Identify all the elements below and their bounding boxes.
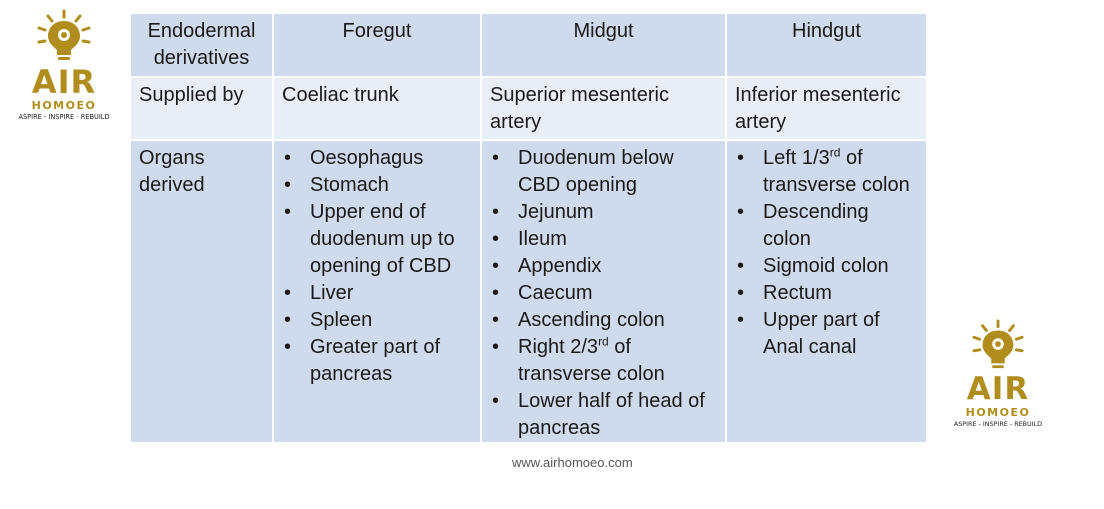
header-hindgut: Hindgut [726, 13, 927, 77]
logo-sub: HOMOEO [965, 406, 1031, 419]
logo-tagline: ASPIRE - INSPIRE - REBUILD [18, 113, 110, 121]
list-item: • Ileum [490, 226, 717, 253]
list-item: • Duodenum below CBD opening [490, 145, 717, 199]
logo-brand: AIR [966, 371, 1030, 407]
list-item: • Stomach [282, 172, 472, 199]
air-homoeo-logo [14, 8, 114, 121]
list-item: • Jejunum [490, 199, 717, 226]
header-foregut: Foregut [273, 13, 481, 77]
list-item: • Liver [282, 280, 472, 307]
midgut-organ-list [490, 145, 717, 442]
list-item: • Caecum [490, 280, 717, 307]
list-item: • Sigmoid colon [735, 253, 918, 280]
list-item [735, 145, 918, 199]
logo-brand: AIR [31, 63, 97, 101]
item-text: of transverse colon [763, 147, 910, 196]
lightbulb-icon [34, 8, 94, 64]
foregut-organ-list [282, 145, 472, 388]
superscript: rd [598, 334, 609, 349]
list-item: • Upper end of duodenum up to opening of CBD [282, 199, 472, 280]
list-item: • Ascending colon [490, 307, 717, 334]
foregut-organs [273, 140, 481, 443]
item-text: of transverse colon [518, 336, 665, 385]
header-endodermal-derivatives: Endodermal derivatives [130, 13, 273, 77]
midgut-artery: Superior mesenteric artery [481, 77, 726, 140]
header-midgut: Midgut [481, 13, 726, 77]
list-item: • Descending colon [735, 199, 918, 253]
lightbulb-icon [969, 318, 1027, 372]
list-item: • Greater part of pancreas [282, 334, 472, 388]
item-text: Right 2/3 [518, 336, 599, 358]
hindgut-organ-list [735, 145, 918, 361]
hindgut-artery: Inferior mesenteric artery [726, 77, 927, 140]
endoderm-derivatives-table [129, 12, 928, 444]
item-text: Left 1/3 [763, 147, 830, 169]
list-item: • Lower half of head of pancreas [490, 388, 717, 442]
list-item: • Spleen [282, 307, 472, 334]
logo-sub: HOMOEO [31, 99, 97, 112]
midgut-organs [481, 140, 726, 443]
logo-tagline: ASPIRE - INSPIRE - REBUILD [953, 420, 1043, 428]
list-item: • Appendix [490, 253, 717, 280]
row-label-supplied-by: Supplied by [130, 77, 273, 140]
foregut-artery: Coeliac trunk [273, 77, 481, 140]
list-item: • Oesophagus [282, 145, 472, 172]
air-homoeo-logo [950, 318, 1046, 427]
table-row-organs-derived [130, 140, 927, 443]
table-header-row [130, 13, 927, 77]
row-label-organs-derived: Organs derived [130, 140, 273, 443]
footer-url: www.airhomoeo.com [512, 455, 633, 470]
table-row-supplied-by [130, 77, 927, 140]
superscript: rd [829, 145, 841, 160]
list-item: • Rectum [735, 280, 918, 307]
list-item: • Upper part of Anal canal [735, 307, 918, 361]
list-item [490, 334, 717, 388]
hindgut-organs [726, 140, 927, 443]
